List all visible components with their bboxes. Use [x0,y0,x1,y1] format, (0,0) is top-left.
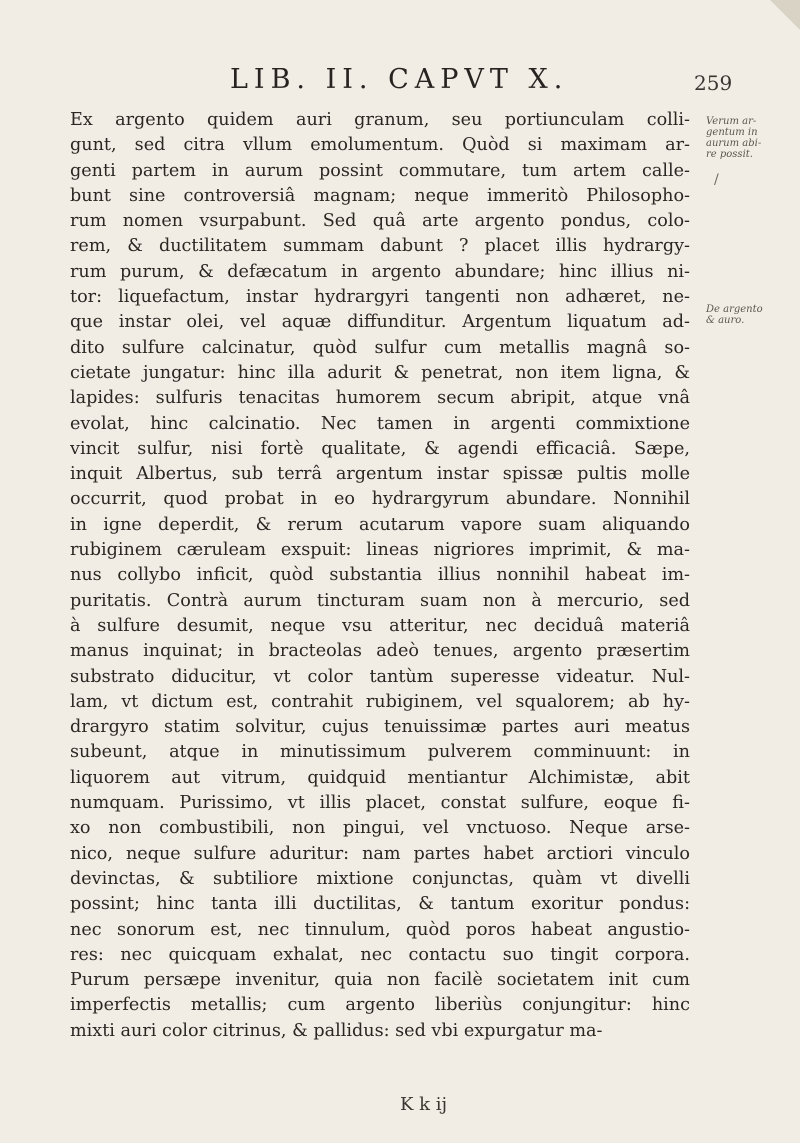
text-line: genti partem in aurum possint commutare, tum artem calle- [70,160,690,181]
text-line: cietate jungatur: hinc illa adurit & penetrat, non item ligna, & [70,362,690,383]
text-line: nico, neque sulfure aduritur: nam partes habet arctiori vinculo [70,843,690,864]
margin-mark: / [714,172,719,188]
text-line: rem, & ductilitatem summam dabunt ? placet illis hydrargy- [70,236,690,257]
text-line: dito sulfure calcinatur, quòd sulfur cum metallis magnâ so- [70,337,690,358]
text-line: inquit Albertus, sub terrâ argentum instar spissæ pultis molle [70,464,690,485]
text-line: lapides: sulfuris tenacitas humorem secum abripit, atque vnâ [70,388,690,409]
text-line: tor: liquefactum, instar hydrargyri tangenti non adhæret, ne- [70,287,690,308]
text-line: in igne deperdit, & rerum acutarum vapore suam aliquando [70,514,690,535]
text-line: numquam. Purissimo, vt illis placet, constat sulfure, eoque fi- [70,793,690,814]
text-line: Purum persæpe invenitur, quia non facilè societatem init cum [70,970,690,991]
text-line: res: nec quicquam exhalat, nec contactu suo tingit corpora. [70,944,690,965]
text-line: rum purum, & defæcatum in argento abundare; hinc illius ni- [70,261,690,282]
running-title: LIB. II. CAPVT X. [230,64,569,95]
text-line: nec sonorum est, nec tinnulum, quòd poros habeat angustio- [70,919,690,940]
page-corner [770,0,800,30]
text-line: rum nomen vsurpabunt. Sed quâ arte argento pondus, colo- [70,211,690,232]
text-line: bunt sine controversiâ magnam; neque immeritò Philosopho- [70,185,690,206]
text-line: substrato diducitur, vt color tantùm superesse videatur. Nul- [70,666,690,687]
text-line: subeunt, atque in minutissimum pulverem comminuunt: in [70,742,690,763]
text-line: imperfectis metallis; cum argento liberiùs conjungitur: hinc [70,995,690,1016]
page-number: 259 [694,71,733,95]
text-line: puritatis. Contrà aurum tincturam suam non à mercurio, sed [70,590,690,611]
text-line: devinctas, & subtiliore mixtione conjunctas, quàm vt divelli [70,868,690,889]
margin-note-2: De argento & auro. [706,304,763,326]
text-line: liquorem aut vitrum, quidquid mentiantur Alchimistæ, abit [70,767,690,788]
text-line: nus collybo inficit, quòd substantia illius nonnihil habeat im- [70,565,690,586]
text-line: xo non combustibili, non pingui, vel vnctuoso. Neque arse- [70,818,690,839]
text-line: gunt, sed citra vllum emolumentum. Quòd si maximam ar- [70,135,690,156]
text-line: que instar olei, vel aquæ diffunditur. Argentum liquatum ad- [70,312,690,333]
text-line: à sulfure desumit, neque vsu atteritur, nec deciduâ materiâ [70,615,690,636]
text-line: lam, vt dictum est, contrahit rubiginem, vel squalorem; ab hy- [70,691,690,712]
text-line: possint; hinc tanta illi ductilitas, & tantum exoritur pondus: [70,894,690,915]
text-line: vincit sulfur, nisi fortè qualitate, & agendi efficaciâ. Sæpe, [70,438,690,459]
margin-note-1: Verum ar-gentum in aurum abi-re possit. [706,116,762,160]
text-line: evolat, hinc calcinatio. Nec tamen in argenti commixtione [70,413,690,434]
text-line: drargyro statim solvitur, cujus tenuissimæ partes auri meatus [70,717,690,738]
body-text [70,108,690,1044]
signature-mark: K k ij [400,1094,448,1115]
text-line: manus inquinat; in bracteolas adeò tenues, argento præsertim [70,641,690,662]
text-line: rubiginem cæruleam exspuit: lineas nigriores imprimit, & ma- [70,540,690,561]
text-line: mixti auri color citrinus, & pallidus: sed vbi expurgatur ma- [70,1020,603,1041]
text-line: occurrit, quod probat in eo hydrargyrum abundare. Nonnihil [70,489,690,510]
text-line: Ex argento quidem auri granum, seu portiunculam colli- [70,110,690,130]
